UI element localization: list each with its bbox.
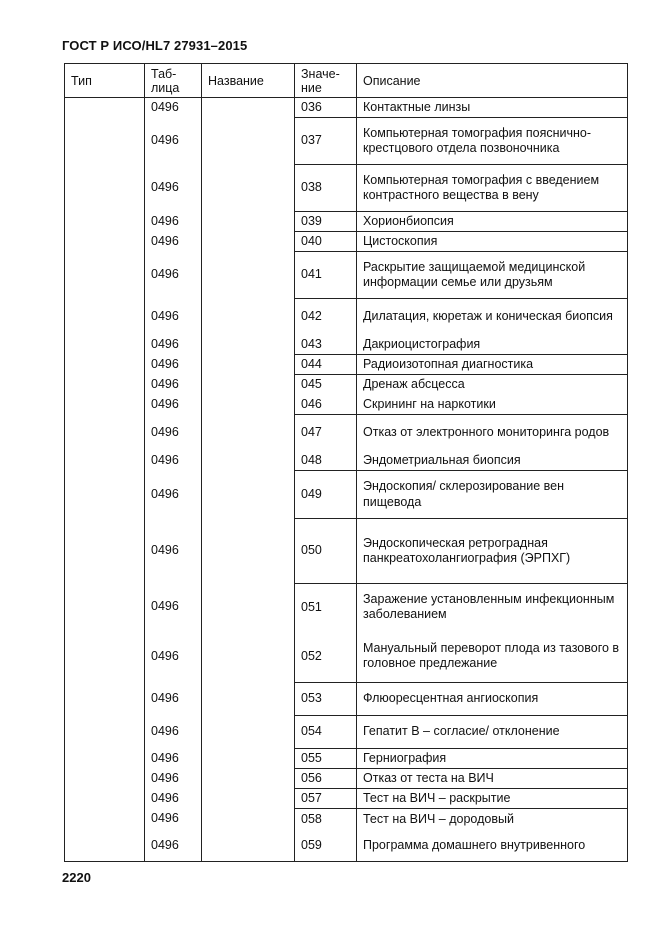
value-cell: 038 bbox=[295, 165, 357, 212]
codes-table bbox=[64, 63, 628, 862]
table-row bbox=[65, 212, 628, 232]
name-cell bbox=[202, 716, 295, 749]
table-row bbox=[65, 789, 628, 809]
header-type: Тип bbox=[65, 64, 145, 98]
type-cell bbox=[65, 212, 145, 232]
table-row bbox=[65, 335, 628, 355]
type-cell bbox=[65, 584, 145, 631]
table-cell: 0496 bbox=[145, 631, 202, 683]
table-row bbox=[65, 395, 628, 415]
description-cell: Скрининг на наркотики bbox=[357, 395, 628, 415]
name-cell bbox=[202, 749, 295, 769]
name-cell bbox=[202, 683, 295, 716]
table-row bbox=[65, 769, 628, 789]
value-cell: 039 bbox=[295, 212, 357, 232]
header-name: Название bbox=[202, 64, 295, 98]
description-cell: Эндоскопическая ретроградная панкреатохолангиография (ЭРПХГ) bbox=[357, 519, 628, 584]
table-row bbox=[65, 519, 628, 584]
description-cell: Тест на ВИЧ – дородовый bbox=[357, 809, 628, 830]
value-cell: 043 bbox=[295, 335, 357, 355]
table-row bbox=[65, 252, 628, 299]
type-cell bbox=[65, 749, 145, 769]
table-row bbox=[65, 716, 628, 749]
value-cell: 059 bbox=[295, 830, 357, 862]
value-cell: 049 bbox=[295, 471, 357, 519]
table-cell: 0496 bbox=[145, 451, 202, 471]
table-cell: 0496 bbox=[145, 716, 202, 749]
value-cell: 048 bbox=[295, 451, 357, 471]
type-cell bbox=[65, 451, 145, 471]
header-value: Значе- ние bbox=[295, 64, 357, 98]
value-cell: 042 bbox=[295, 299, 357, 335]
table-cell: 0496 bbox=[145, 830, 202, 862]
description-cell: Дакриоцистография bbox=[357, 335, 628, 355]
type-cell bbox=[65, 471, 145, 519]
table-cell: 0496 bbox=[145, 355, 202, 375]
name-cell bbox=[202, 232, 295, 252]
description-cell: Отказ от электронного мониторинга родов bbox=[357, 415, 628, 451]
header-table: Таб- лица bbox=[145, 64, 202, 98]
name-cell bbox=[202, 584, 295, 631]
table-cell: 0496 bbox=[145, 395, 202, 415]
type-cell bbox=[65, 415, 145, 451]
table-row bbox=[65, 584, 628, 631]
table-row bbox=[65, 299, 628, 335]
description-cell: Заражение установленным инфекционным заболеванием bbox=[357, 584, 628, 631]
value-cell: 050 bbox=[295, 519, 357, 584]
value-cell: 045 bbox=[295, 375, 357, 395]
type-cell bbox=[65, 789, 145, 809]
description-cell: Хорионбиопсия bbox=[357, 212, 628, 232]
type-cell bbox=[65, 252, 145, 299]
name-cell bbox=[202, 789, 295, 809]
type-cell bbox=[65, 118, 145, 165]
value-cell: 041 bbox=[295, 252, 357, 299]
name-cell bbox=[202, 830, 295, 862]
name-cell bbox=[202, 299, 295, 335]
type-cell bbox=[65, 375, 145, 395]
type-cell bbox=[65, 519, 145, 584]
name-cell bbox=[202, 769, 295, 789]
table-cell: 0496 bbox=[145, 118, 202, 165]
type-cell bbox=[65, 769, 145, 789]
table-row bbox=[65, 355, 628, 375]
table-row bbox=[65, 830, 628, 862]
description-cell: Эндометриальная биопсия bbox=[357, 451, 628, 471]
table-cell: 0496 bbox=[145, 769, 202, 789]
name-cell bbox=[202, 212, 295, 232]
table-row bbox=[65, 232, 628, 252]
table-cell: 0496 bbox=[145, 299, 202, 335]
type-cell bbox=[65, 631, 145, 683]
table-cell: 0496 bbox=[145, 335, 202, 355]
value-cell: 053 bbox=[295, 683, 357, 716]
value-cell: 040 bbox=[295, 232, 357, 252]
value-cell: 052 bbox=[295, 631, 357, 683]
value-cell: 037 bbox=[295, 118, 357, 165]
table-cell: 0496 bbox=[145, 584, 202, 631]
description-cell: Гепатит B – согласие/ отклонение bbox=[357, 716, 628, 749]
value-cell: 044 bbox=[295, 355, 357, 375]
table-cell: 0496 bbox=[145, 232, 202, 252]
description-cell: Мануальный переворот плода из тазового в головное предлежание bbox=[357, 631, 628, 683]
table-cell: 0496 bbox=[145, 415, 202, 451]
type-cell bbox=[65, 395, 145, 415]
type-cell bbox=[65, 98, 145, 118]
table-cell: 0496 bbox=[145, 98, 202, 118]
type-cell bbox=[65, 683, 145, 716]
value-cell: 058 bbox=[295, 809, 357, 830]
value-cell: 046 bbox=[295, 395, 357, 415]
table-row bbox=[65, 165, 628, 212]
table-header-row bbox=[65, 64, 628, 98]
type-cell bbox=[65, 299, 145, 335]
value-cell: 051 bbox=[295, 584, 357, 631]
table-cell: 0496 bbox=[145, 683, 202, 716]
description-cell: Цистоскопия bbox=[357, 232, 628, 252]
value-cell: 047 bbox=[295, 415, 357, 451]
type-cell bbox=[65, 232, 145, 252]
description-cell: Дилатация, кюретаж и коническая биопсия bbox=[357, 299, 628, 335]
type-cell bbox=[65, 809, 145, 830]
description-cell: Раскрытие защищаемой медицинской информации семье или друзьям bbox=[357, 252, 628, 299]
description-cell: Компьютерная томография с введением контрастного вещества в вену bbox=[357, 165, 628, 212]
table-cell: 0496 bbox=[145, 519, 202, 584]
name-cell bbox=[202, 335, 295, 355]
name-cell bbox=[202, 631, 295, 683]
name-cell bbox=[202, 809, 295, 830]
name-cell bbox=[202, 451, 295, 471]
type-cell bbox=[65, 335, 145, 355]
table-cell: 0496 bbox=[145, 749, 202, 769]
table-row bbox=[65, 809, 628, 830]
table-row bbox=[65, 375, 628, 395]
type-cell bbox=[65, 355, 145, 375]
name-cell bbox=[202, 375, 295, 395]
table-cell: 0496 bbox=[145, 375, 202, 395]
description-cell: Эндоскопия/ склерозирование вен пищевода bbox=[357, 471, 628, 519]
table-row bbox=[65, 631, 628, 683]
name-cell bbox=[202, 118, 295, 165]
value-cell: 036 bbox=[295, 98, 357, 118]
description-cell: Флюоресцентная ангиоскопия bbox=[357, 683, 628, 716]
description-cell: Тест на ВИЧ – раскрытие bbox=[357, 789, 628, 809]
type-cell bbox=[65, 165, 145, 212]
page-number: 2220 bbox=[62, 870, 91, 885]
table-cell: 0496 bbox=[145, 471, 202, 519]
table-row bbox=[65, 98, 628, 118]
description-cell: Программа домашнего внутривенного bbox=[357, 830, 628, 862]
description-cell: Отказ от теста на ВИЧ bbox=[357, 769, 628, 789]
name-cell bbox=[202, 98, 295, 118]
description-cell: Герниография bbox=[357, 749, 628, 769]
value-cell: 057 bbox=[295, 789, 357, 809]
name-cell bbox=[202, 252, 295, 299]
name-cell bbox=[202, 519, 295, 584]
name-cell bbox=[202, 415, 295, 451]
type-cell bbox=[65, 716, 145, 749]
document-title: ГОСТ Р ИСО/HL7 27931–2015 bbox=[62, 38, 248, 53]
table-cell: 0496 bbox=[145, 809, 202, 830]
description-cell: Компьютерная томография пояснично-крестцового отдела позвоночника bbox=[357, 118, 628, 165]
description-cell: Контактные линзы bbox=[357, 98, 628, 118]
type-cell bbox=[65, 830, 145, 862]
table-row bbox=[65, 749, 628, 769]
name-cell bbox=[202, 471, 295, 519]
table-row bbox=[65, 471, 628, 519]
name-cell bbox=[202, 355, 295, 375]
table-row bbox=[65, 118, 628, 165]
description-cell: Дренаж абсцесса bbox=[357, 375, 628, 395]
table-cell: 0496 bbox=[145, 212, 202, 232]
name-cell bbox=[202, 395, 295, 415]
value-cell: 055 bbox=[295, 749, 357, 769]
description-cell: Радиоизотопная диагностика bbox=[357, 355, 628, 375]
value-cell: 054 bbox=[295, 716, 357, 749]
table-row bbox=[65, 451, 628, 471]
table-row bbox=[65, 683, 628, 716]
name-cell bbox=[202, 165, 295, 212]
table-cell: 0496 bbox=[145, 252, 202, 299]
table-cell: 0496 bbox=[145, 165, 202, 212]
table-row bbox=[65, 415, 628, 451]
value-cell: 056 bbox=[295, 769, 357, 789]
table-cell: 0496 bbox=[145, 789, 202, 809]
header-description: Описание bbox=[357, 64, 628, 98]
